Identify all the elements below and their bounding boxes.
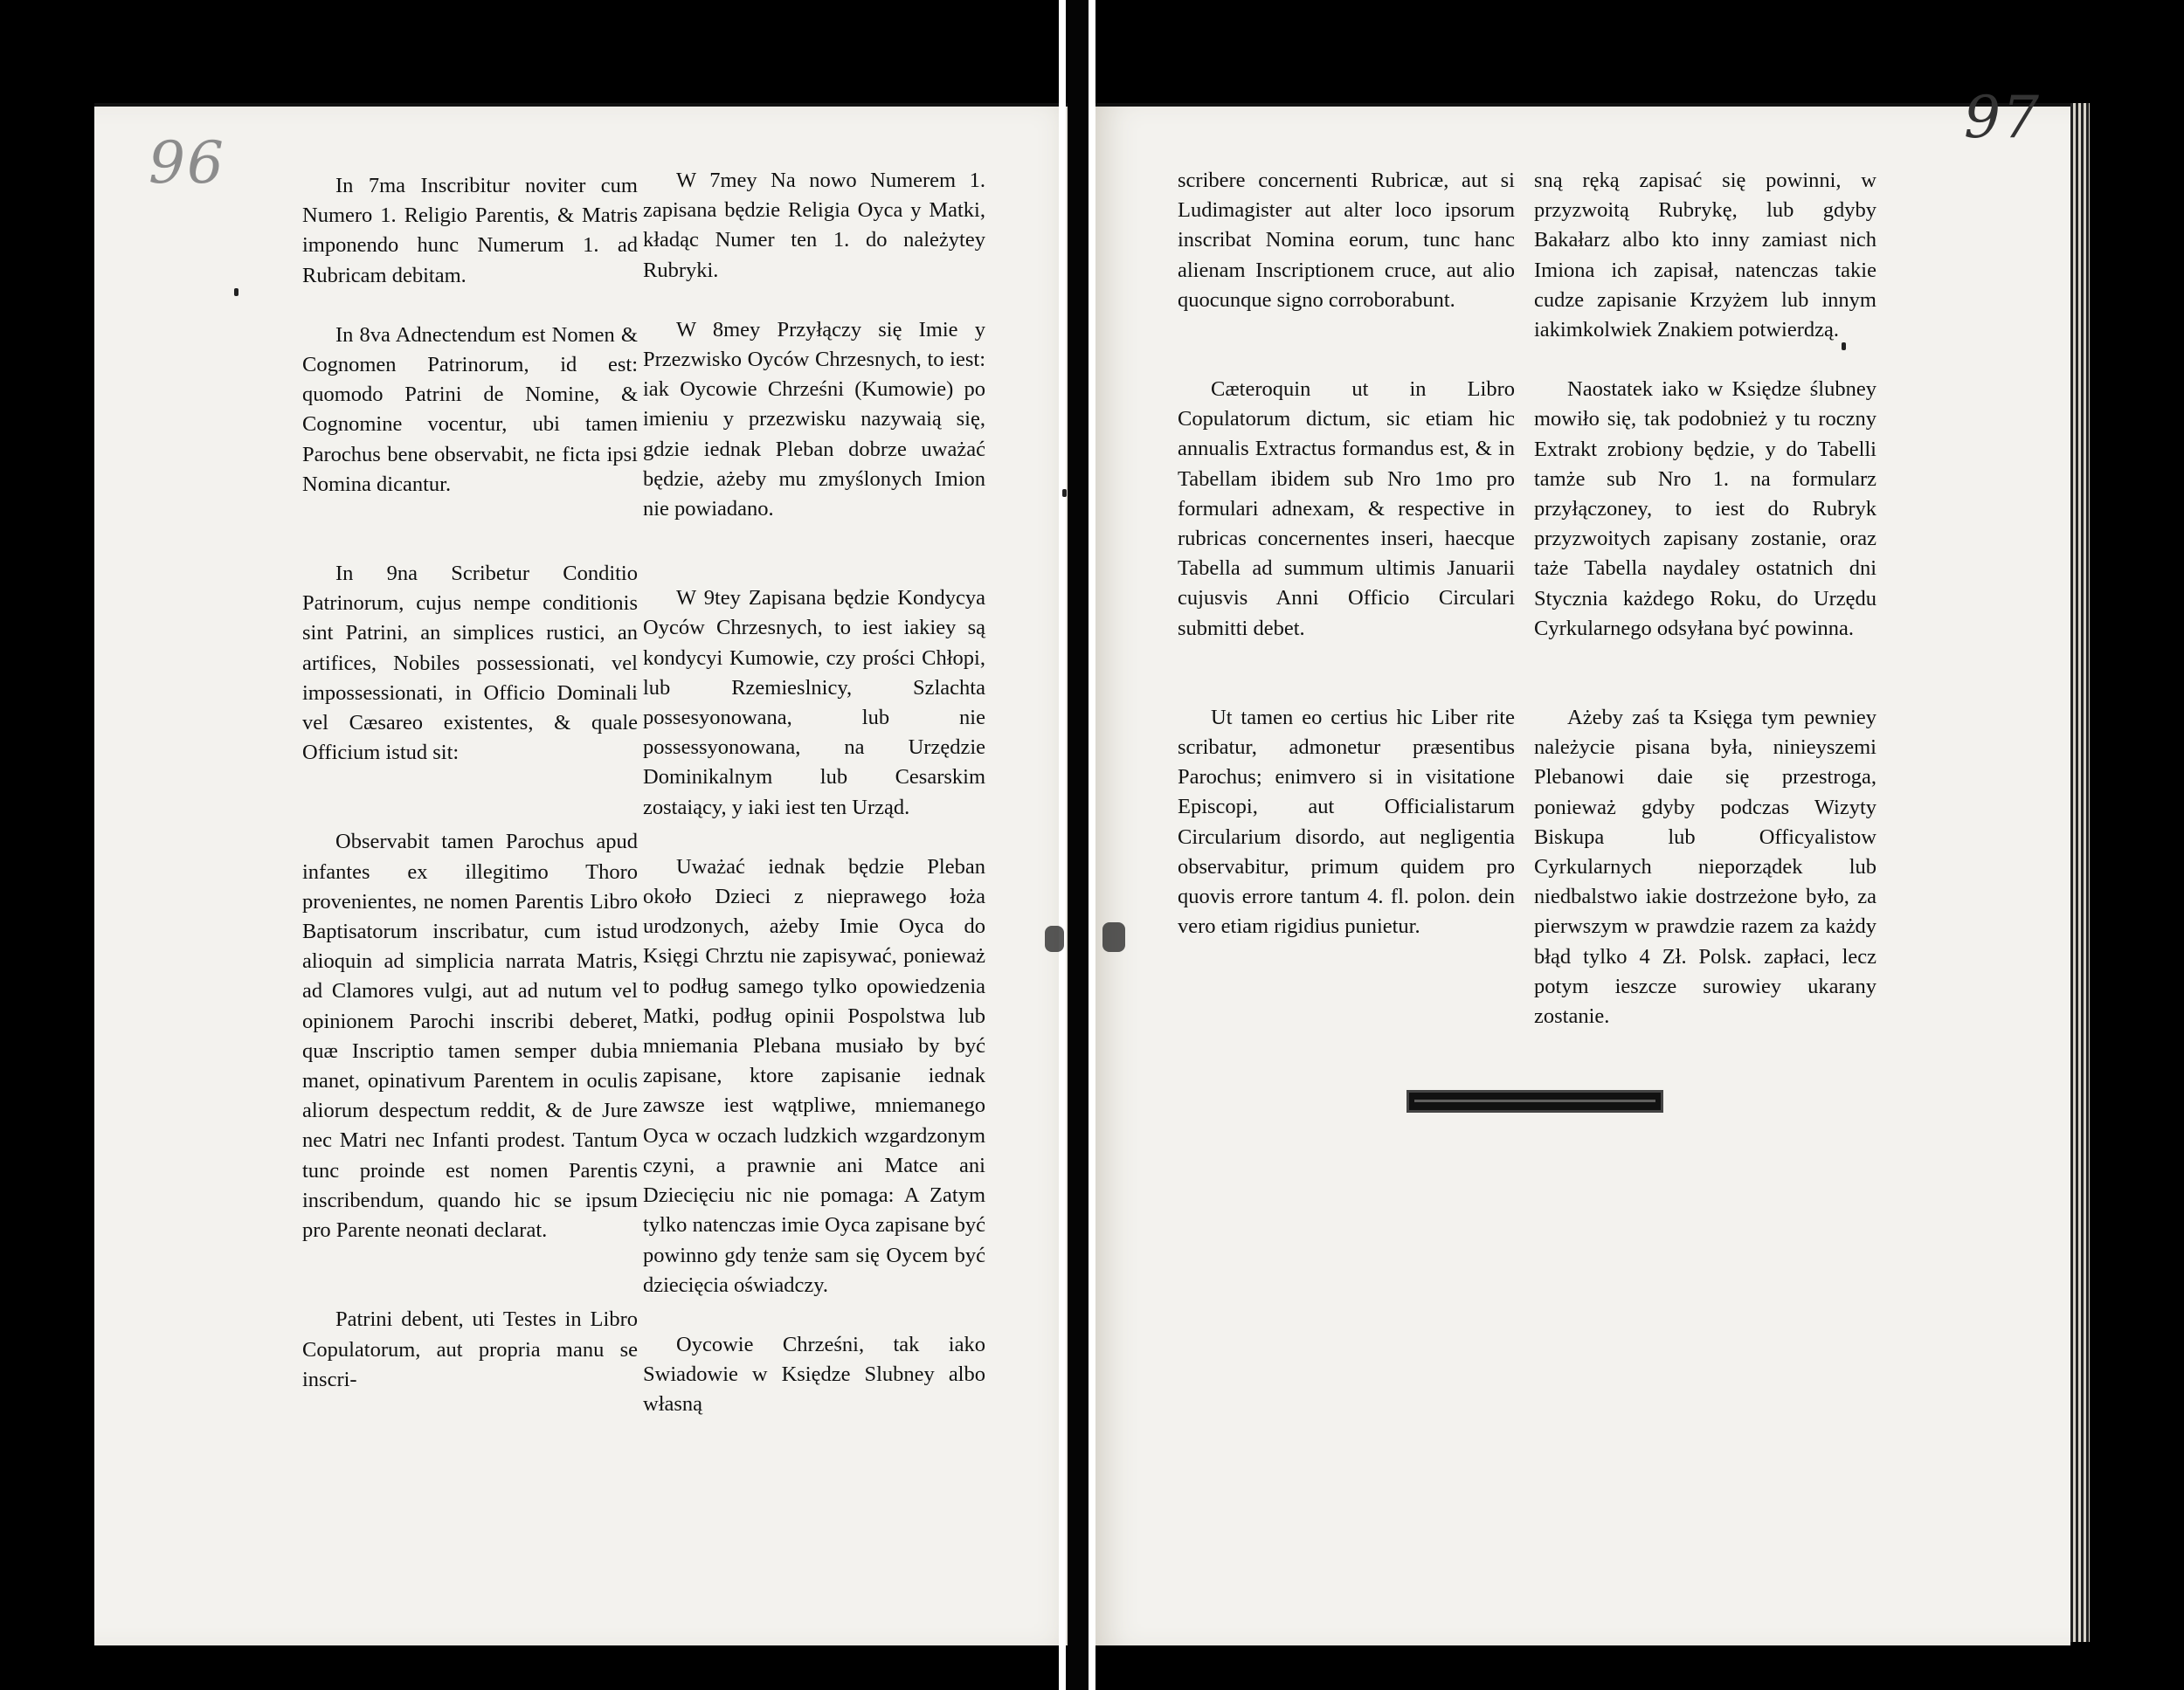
ink-blot <box>1102 922 1125 952</box>
paragraph: sną ręką zapisać się powinni, w przyzwoitą Rubrykę, lub gdyby Bakałarz albo kto inny zamiast nich Imiona ich zapisał, natenczas takie cudze zapisanie Krzyżem lub innym iakimkolwiek Znakiem potwierdzą. <box>1534 169 1876 342</box>
paragraph: Patrini debent, uti Testes in Libro Copulatorum, aut propria manu se inscri- <box>302 1307 638 1391</box>
closing-rule <box>1406 1090 1663 1113</box>
paragraph: In 7ma Inscribitur noviter cum Numero 1. Religio Parentis, & Matris imponendo hunc Numerum 1. ad Rubricam debitam. <box>302 174 638 287</box>
paragraph: Naostatek iako w Księdze ślubney mowiło się, tak podobnież y tu roczny Extrakt zrobiony będzie, y do Tabelli tamże sub Nro 1. na formularz przyłączoney, to iest do Rubryk przyzwoitych zapisany zostanie, oraz taże Tabella naydaley ostatnich dni Stycznia każdego Roku, do Urzędu Cyrkularnego odsyłana być powinna. <box>1534 377 1876 640</box>
paragraph: scribere concernenti Rubricæ, aut si Ludimagister aut alter loco ipsorum inscribat Nomina eorum, tunc hanc alienam Inscriptionem cruce, aut alio quocunque signo corroborabunt. <box>1178 169 1515 312</box>
ink-blot <box>1045 926 1064 952</box>
spine-highlight <box>1059 0 1066 1690</box>
paragraph: Cæteroquin ut in Libro Copulatorum dictum, sic etiam hic annualis Extractus formandus est, & in Tabellam ibidem sub Nro 1mo pro formulari adnexam, & respective in rubricas concernentes inseri, haecque Tabella ad summum ultimis Januarii cujusvis Anni Officio Circulari submitti debet. <box>1178 377 1515 640</box>
paragraph: In 8va Adnectendum est Nomen & Cognomen Patrinorum, id est: quomodo Patrini de Nomine, & Cognomine vocentur, ubi tamen Parochus bene observabit, ne ficta ipsi Nomina dicantur. <box>302 322 638 496</box>
latin-column-left <box>302 171 638 1395</box>
paragraph: W 7mey Na nowo Numerem 1. zapisana będzie Religia Oyca y Matki, kładąc Numer ten 1. do należytey Rubryki. <box>643 169 985 282</box>
folio-number-right: 97 <box>1964 84 2041 151</box>
paragraph: Ażeby zaś ta Księga tym pewniey należycie pisana była, ninieyszemi Plebanowi daie się przestroga, ponieważ gdyby podczas Wizyty Biskupa lub Officyalistow Cyrkularnych nieporządek lub niedbalstwo iakie dostrzeżone było, za pierwszym w prawdzie razem za każdy błąd tylko 4 Zł. Polsk. zapłaci, lecz potym ieszcze surowiey ukarany zostanie. <box>1534 706 1876 1029</box>
page-edge <box>2070 103 2090 1642</box>
paragraph: Ut tamen eo certius hic Liber rite scribatur, admonetur præsentibus Parochus; enimvero si in visitatione Episcopi, aut Officialistarum Circularium disordo, aut negligentia observabitur, primum quidem pro quovis errore tantum 4. fl. polon. dein vero etiam rigidius punietur. <box>1178 705 1515 939</box>
paragraph: Oycowie Chrześni, tak iako Swiadowie w Księdze Slubney albo własną <box>643 1332 985 1417</box>
paragraph: W 8mey Przyłączy się Imie y Przezwisko Oyców Chrzesnych, to iest: iak Oycowie Chrześni (Kumowie) po imieniu y przezwisku nazywaią się, gdzie iednak Pleban dobrze uważać będzie, ażeby mu zmyślonych Imion nie powiadano. <box>643 317 985 521</box>
polish-column-right <box>1534 166 1876 1031</box>
paragraph: W 9tey Zapisana będzie Kondycya Oyców Chrzesnych, to iest iakiey są kondycyi Kumowie, czy prości Chłopi, lub Rzemieslnicy, Szlachta possesyonowana, lub nie possessyonowana, na Urzędzie Dominikalnym lub Cesarskim zostaiący, y iaki iest ten Urząd. <box>643 586 985 819</box>
spine-highlight <box>1089 0 1095 1690</box>
ink-speck <box>234 288 238 296</box>
paragraph: Uważać iednak będzie Pleban około Dzieci z nieprawego łoża urodzonych, ażeby Imie Oyca do Księgi Chrztu nie zapisywać, ponieważ to podług samego tylko opowiedzenia Matki, podług opinii Pospolstwa lub mniemania Plebana musiało by być zapisane, ktore zapisanie iednak zawsze iest wątpliwe, mniemanego Oyca w oczach ludzkich wzgardzonym czyni, a prawnie ani Matce ani Dziecięciu nic nie pomaga: A Zatym tylko natenczas imie Oyca zapisane być powinno gdy tenże sam się Oycem być dziecięcia oświadczy. <box>643 854 985 1297</box>
book-spine <box>1068 0 1087 1690</box>
paragraph: Observabit tamen Parochus apud infantes ex illegitimo Thoro provenientes, ne nomen Parentis Libro Baptisatorum inscribatur, cum istud alioquin ad simplicia narrata Matris, ad Clamores vulgi, aut ad nutum vel opinionem Parochi inscribi deberet, quæ Inscriptio tamen semper dubia manet, opinativum Parentem in oculis aliorum despectum reddit, & de Jure nec Matri nec Infanti prodest. Tantum tunc proinde est nomen Parentis inscribendum, quando hic se ipsum pro Parente neonati declarat. <box>302 830 638 1243</box>
ink-speck <box>1842 342 1846 350</box>
latin-column-right <box>1178 166 1515 942</box>
polish-column-left <box>643 166 985 1420</box>
ink-speck <box>1062 489 1067 497</box>
paragraph: In 9na Scribetur Conditio Patrinorum, cujus nempe conditionis sint Patrini, an simplices rustici, an artifices, Nobiles possessionati, vel impossessionati, in Officio Dominali vel Cæsareo existentes, & quale Officium istud sit: <box>302 562 638 765</box>
folio-number-left: 96 <box>149 129 225 197</box>
